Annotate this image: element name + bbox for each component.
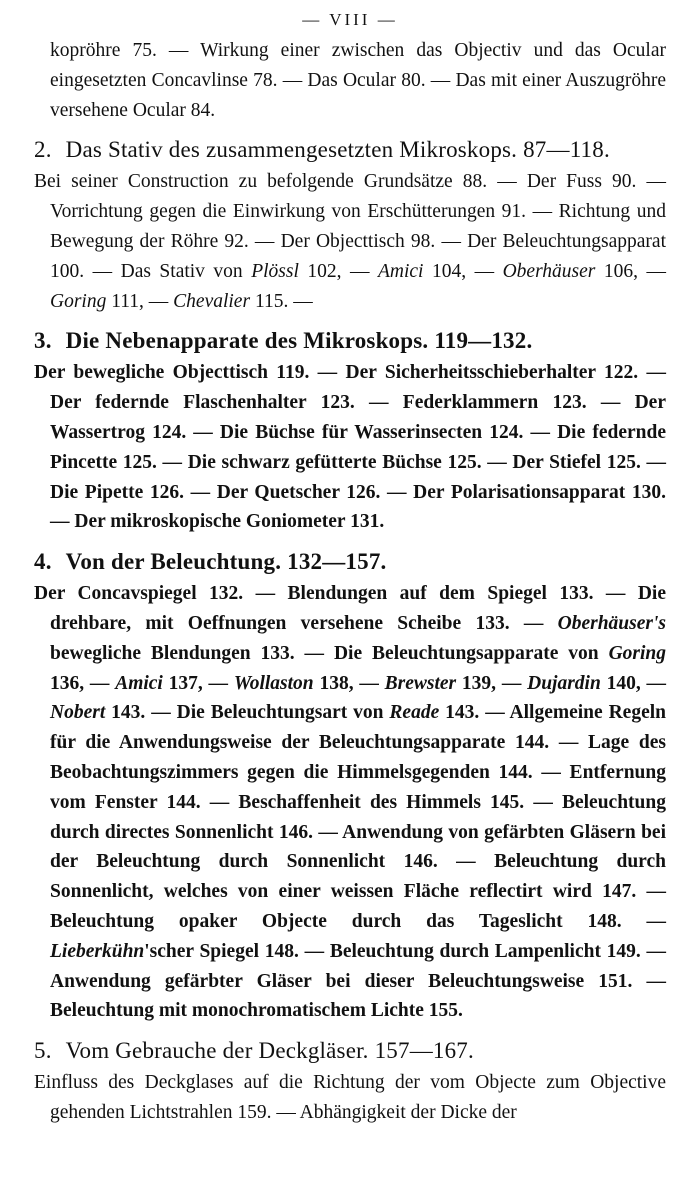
section-heading-2 — [34, 135, 666, 165]
author-name: Oberhäuser's — [557, 612, 666, 634]
author-name: Amici — [377, 260, 424, 282]
section-pages: 119—132. — [434, 328, 533, 354]
entry-text: Einfluss des Deckglases auf die Richtung der vom Objecte zum Objective gehenden Lichtstrahlen 159. — Abhängigkeit der Dicke der — [34, 1072, 666, 1123]
entry-text: 138, — — [313, 672, 385, 694]
entry-text: 143. — Die Beleuchtungsart von — [105, 702, 390, 724]
section-number: 4. — [34, 549, 52, 575]
section-number: 3. — [34, 328, 52, 354]
author-name: Nobert — [50, 702, 106, 724]
section-title: Vom Gebrauche der Deckgläser. — [65, 1038, 369, 1064]
section-number: 2. — [34, 137, 52, 163]
entry-text: 140, — — [600, 672, 666, 694]
entry-text: Bei seiner Construction zu befolgende Grundsätze 88. — Der Fuss 90. — Vorrichtung gegen die Einwirkung von Erschütterungen 91. — Richtung und Bewegung der Röhre 92. — Der Objecttisch 98. — Der Beleuchtungsapparat 100. — Das Stativ von — [34, 171, 666, 282]
author-name: Goring — [608, 642, 666, 664]
author-name: Lieberkühn — [50, 940, 145, 962]
entry-text: 'scher Spiegel 148. — Beleuchtung durch Lampenlicht 149. — Anwendung gefärbter Gläser bei dieser Beleuchtungsweise 151. — Beleuchtung mit monochromatischem Lichte 155. — [50, 940, 666, 1022]
author-name: Reade — [389, 702, 440, 724]
section-body-5 — [34, 1068, 666, 1128]
author-name: Brewster — [384, 672, 457, 694]
section-title: Das Stativ des zusammengesetzten Mikroskops. — [65, 137, 518, 163]
section-number: 5. — [34, 1038, 52, 1064]
author-name: Oberhäuser — [502, 260, 596, 282]
section-pages: 87—118. — [523, 137, 610, 163]
entry-text: 115. — — [250, 290, 313, 312]
author-name: Chevalier — [173, 290, 251, 312]
author-name: Goring — [50, 290, 107, 312]
entry-text: 104, — — [423, 260, 503, 282]
entry-text: 143. — Allgemeine Regeln für die Anwendungsweise der Beleuchtungsapparate 144. — Lage des Beobachtungszimmers gegen die Himmelsgegenden 144. — Entfernung vom Fenster 144. — Beschaffenheit des Himmels 145. — Beleuchtung durch directes Sonnenlicht 146. — Anwendung von gefärbten Gläsern bei der Beleuchtung durch Sonnenlicht 146. — Beleuchtung durch Sonnenlicht, welches von einer weissen Fläche reflectirt wird 147. — Beleuchtung opaker Objecte durch das Tageslicht 148. — — [50, 702, 667, 932]
section-body-4 — [34, 579, 666, 1026]
section-body-3 — [34, 358, 666, 537]
section-heading-5 — [34, 1036, 666, 1066]
entry-text: Der bewegliche Objecttisch 119. — Der Sicherheitsschieberhalter 122. — Der federnde Flaschenhalter 123. — Federklammern 123. — Der Wassertrog 124. — Die Büchse für Wasserinsecten 124. — Die federnde Pincette 125. — Die schwarz gefütterte Büchse 125. — Der Stiefel 125. — Die Pipette 126. — Der Quetscher 126. — Der Polarisationsapparat 130. — Der mikroskopische Goniometer 131. — [34, 362, 666, 533]
section-title: Die Nebenapparate des Mikroskops. — [65, 328, 429, 354]
intro-paragraph: kopröhre 75. — Wirkung einer zwischen das Objectiv und das Ocular eingesetzten Concavlinse 78. — Das Ocular 80. — Das mit einer Auszugröhre versehene Ocular 84. — [50, 40, 666, 121]
entry-text: 102, — — [298, 260, 378, 282]
section-title: Von der Beleuchtung. — [65, 549, 282, 575]
author-name: Wollaston — [233, 672, 314, 694]
author-name: Amici — [115, 672, 163, 694]
author-name: Plössl — [251, 260, 299, 282]
entry-text: bewegliche Blendungen 133. — Die Beleuchtungsapparate von — [50, 642, 609, 664]
entry-text: 137, — — [162, 672, 234, 694]
entry-text: 106, — — [595, 260, 667, 282]
section-pages: 132—157. — [287, 549, 387, 575]
entry-text: 111, — — [106, 290, 174, 312]
entry-text: 136, — — [50, 672, 116, 694]
section-body-2 — [34, 167, 666, 316]
author-name: Dujardin — [527, 672, 601, 694]
entry-text: 139, — — [456, 672, 528, 694]
section-heading-3 — [34, 326, 666, 356]
section-heading-4 — [34, 547, 666, 577]
section-pages: 157—167. — [374, 1038, 474, 1064]
entry-text: Der Concavspiegel 132. — Blendungen auf dem Spiegel 133. — Die drehbare, mit Oeffnungen versehene Scheibe 133. — — [34, 583, 666, 634]
page-number: — VIII — — [302, 10, 398, 29]
